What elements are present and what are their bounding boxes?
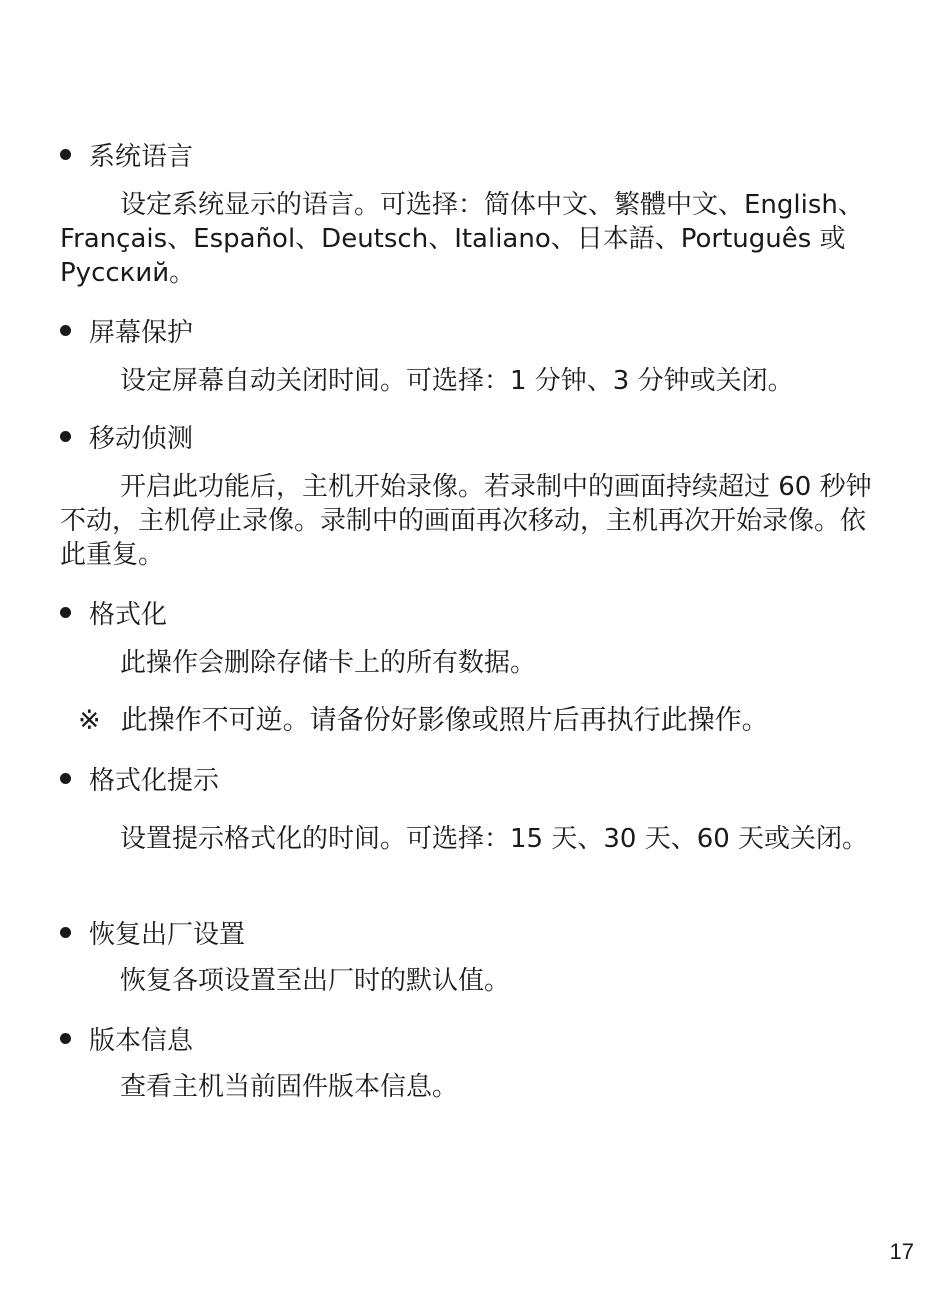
bullet-icon (60, 431, 71, 442)
page-number: 17 (889, 1239, 914, 1264)
section-heading-version-info (60, 1024, 193, 1058)
section-heading-motion-detection (60, 422, 193, 456)
warning-note-text: 此操作不可逆。请备份好影像或照片后再执行此操作。 (120, 705, 769, 736)
section-body-version-info: 查看主机当前固件版本信息。 (120, 1072, 459, 1102)
section-body-factory-reset: 恢复各项设置至出厂时的默认值。 (120, 966, 511, 996)
section-body-format-reminder: 设置提示格式化的时间。可选择：15 天、30 天、60 天或关闭。 (120, 824, 869, 854)
warning-note (78, 703, 769, 739)
section-title: 版本信息 (89, 1026, 194, 1056)
section-title: 移动侦测 (89, 424, 194, 454)
bullet-icon (60, 325, 71, 336)
section-heading-format (60, 598, 167, 632)
section-title: 系统语言 (89, 142, 194, 172)
reference-mark-icon: ※ (78, 705, 101, 736)
section-heading-factory-reset (60, 918, 245, 952)
section-title: 格式化 (89, 600, 168, 630)
bullet-icon (60, 773, 71, 784)
section-title: 恢复出厂设置 (89, 920, 246, 950)
section-body-motion-detection: 开启此功能后，主机开始录像。若录制中的画面持续超过 60 秒钟不动，主机停止录像。录制中的画面再次移动，主机再次开始录像。依此重复。 (60, 472, 872, 570)
bullet-icon (60, 1033, 71, 1044)
bullet-icon (60, 927, 71, 938)
section-heading-format-reminder (60, 764, 219, 798)
section-heading-system-language (60, 140, 193, 174)
section-title: 屏幕保护 (89, 318, 194, 348)
section-body-screen-saver: 设定屏幕自动关闭时间。可选择：1 分钟、3 分钟或关闭。 (120, 366, 794, 396)
section-title: 格式化提示 (89, 766, 220, 796)
bullet-icon (60, 149, 71, 160)
section-body-system-language: 设定系统显示的语言。可选择：简体中文、繁體中文、English、Français、Español、Deutsch、Italiano、日本語、Português 或 Русский。 (60, 190, 864, 288)
bullet-icon (60, 607, 71, 618)
section-heading-screen-saver (60, 316, 193, 350)
section-body-format: 此操作会删除存储卡上的所有数据。 (120, 648, 537, 678)
